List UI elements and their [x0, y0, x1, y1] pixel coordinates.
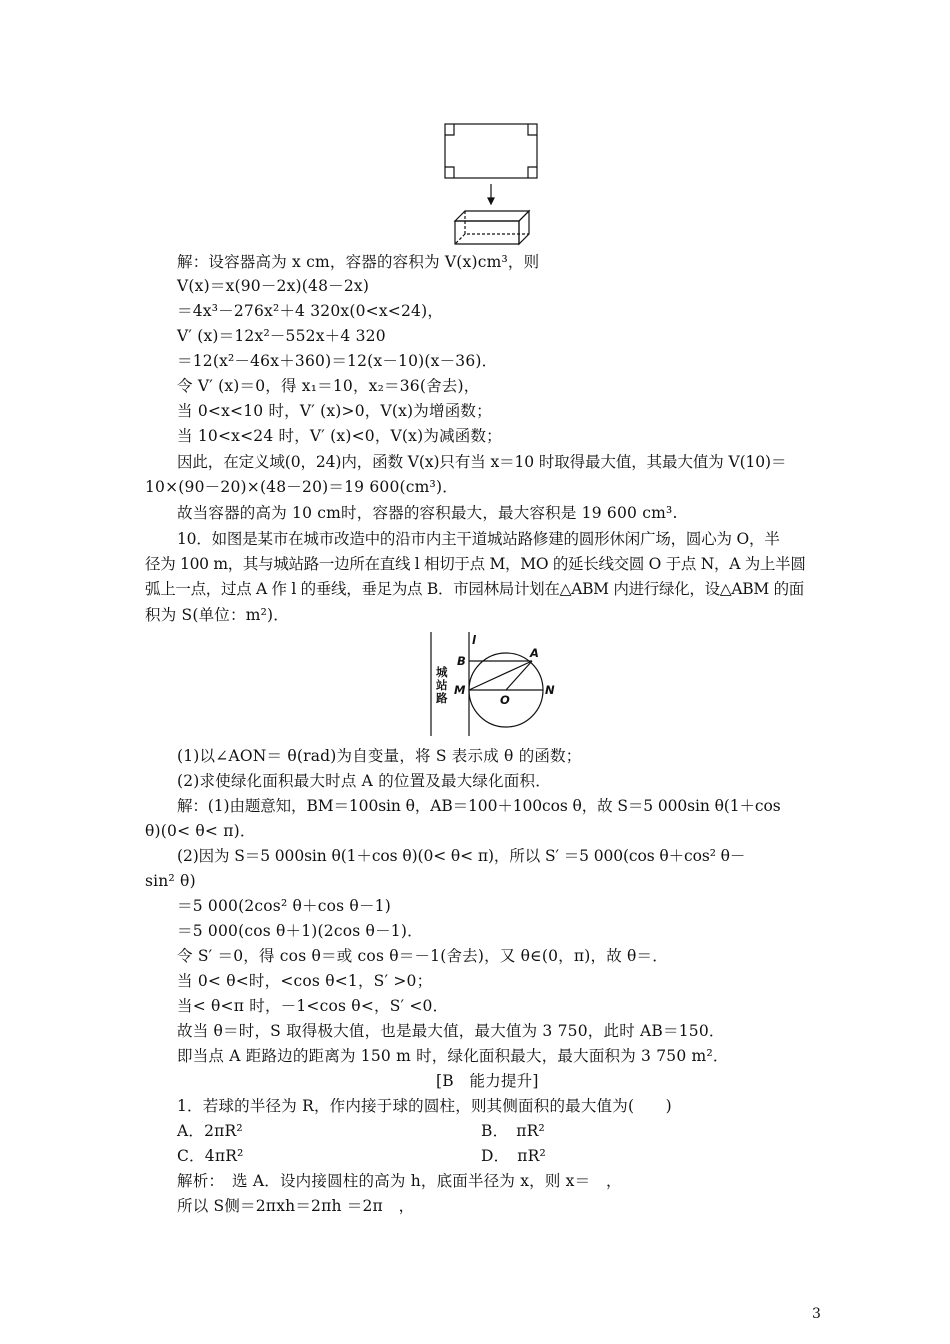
text-line-13: 径为 100 m，其与城站路一边所在直线 l 相切于点 M，MO 的延长线交圆 O 于点 N，A 为上半圆: [145, 555, 806, 573]
text-line-5: ＝12(x²－46x＋360)＝12(x－10)(x－36)．: [177, 352, 498, 370]
option-c: C．4πR²: [177, 1147, 244, 1165]
label-O: O: [500, 693, 510, 707]
page-number: 3: [812, 1306, 821, 1322]
text-line-2: V(x)＝x(90－2x)(48－2x): [177, 277, 370, 295]
text-line-3: ＝4x³－276x²＋4 320x(0<x<24)，: [177, 302, 444, 320]
text-line-19: θ)(0< θ< π)．: [145, 822, 256, 840]
text-line-14: 弧上一点，过点 A 作 l 的垂线，垂足为点 B．市园林局计划在△ABM 内进行绿化，设△ABM 的面: [145, 580, 804, 598]
text-line-7: 当 0<x<10 时，V′ (x)>0，V(x)为增函数；: [177, 402, 492, 420]
box-top-face: [455, 211, 529, 221]
label-A: A: [530, 646, 539, 660]
text-line-18: 解：(1)由题意知，BM＝100sin θ，AB＝100＋100cos θ，故 S＝5 000sin θ(1＋cos: [177, 797, 781, 815]
box-figure: [440, 118, 544, 248]
option-d: D． πR²: [481, 1147, 546, 1165]
box-side-face: [519, 211, 529, 244]
text-line-27: 故当 θ＝时，S 取得极大值，也是最大值，最大值为 3 750，此时 AB＝150．: [177, 1022, 725, 1040]
option-a: A．2πR²: [177, 1122, 243, 1140]
text-line-9: 因此，在定义域(0，24)内，函数 V(x)只有当 x＝10 时取得最大值，其最大值为 V(10)＝: [177, 453, 787, 471]
text-line-22: ＝5 000(2cos² θ＋cos θ－1): [177, 897, 391, 915]
text-line-28: 即当点 A 距路边的距离为 150 m 时，绿化面积最大，最大面积为 3 750 m²．: [177, 1047, 729, 1065]
text-line-26: 当< θ<π 时，－1<cos θ<，S′ <0．: [177, 997, 449, 1015]
road-label-1: 城: [436, 665, 448, 679]
text-line-11: 故当容器的高为 10 cm时，容器的容积最大，最大容积是 19 600 cm³.: [177, 504, 678, 522]
text-line-25: 当 0< θ<时，<cos θ<1，S′ >0；: [177, 972, 433, 990]
option-b: B． πR²: [481, 1122, 545, 1140]
text-line-16: (1)以∠AON＝ θ(rad)为自变量，将 S 表示成 θ 的函数；: [177, 747, 582, 765]
section-heading: [B 能力提升]: [436, 1072, 539, 1090]
corner-cut-bl: [445, 167, 454, 178]
label-M: M: [454, 683, 466, 697]
box-hidden-edge-2: [455, 234, 465, 244]
arrow-head: [488, 198, 494, 204]
text-line-1: 解：设容器高为 x cm，容器的容积为 V(x)cm³，则: [177, 253, 540, 271]
text-line-8: 当 10<x<24 时，V′ (x)<0，V(x)为减函数；: [177, 427, 502, 445]
sheet-outline: [445, 124, 537, 178]
corner-cut-br: [528, 167, 537, 178]
text-line-4: V′ (x)＝12x²－552x＋4 320: [177, 327, 386, 345]
label-N: N: [545, 683, 555, 697]
text-line-23: ＝5 000(cos θ＋1)(2cos θ－1)．: [177, 922, 423, 940]
road-label-3: 路: [436, 691, 448, 705]
road-label-2: 站: [436, 678, 448, 692]
label-B: B: [457, 654, 466, 668]
analysis-line-1: 解析： 选 A．设内接圆柱的高为 h，底面半径为 x，则 x＝ ，: [177, 1172, 622, 1190]
text-line-20: (2)因为 S＝5 000sin θ(1＋cos θ)(0< θ< π)，所以 S′ ＝5 000(cos θ＋cos² θ－: [177, 847, 746, 865]
segment-OA: [506, 661, 532, 690]
text-line-10: 10×(90－20)×(48－20)＝19 600(cm³)．: [145, 478, 458, 496]
corner-cut-tr: [528, 124, 537, 135]
circle-plaza-figure: [420, 630, 560, 738]
text-line-12: 10．如图是某市在城市改造中的沿市内主干道城站路修建的圆形休闲广场，圆心为 O，半: [177, 530, 780, 548]
text-line-6: 令 V′ (x)＝0，得 x₁＝10，x₂＝36(舍去)，: [177, 377, 480, 395]
text-line-17: (2)求使绿化面积最大时点 A 的位置及最大绿化面积．: [177, 772, 551, 790]
text-line-24: 令 S′ ＝0，得 cos θ＝或 cos θ＝－1(舍去)，又 θ∈(0，π)，故 θ＝．: [177, 947, 668, 965]
analysis-line-2: 所以 S侧＝2πxh＝2πh ＝2π ，: [177, 1197, 415, 1215]
corner-cut-tl: [445, 124, 454, 135]
label-l: l: [472, 633, 476, 647]
text-line-21: sin² θ): [145, 872, 196, 890]
text-line-15: 积为 S(单位：m²)．: [145, 606, 289, 624]
question-1: 1．若球的半径为 R，作内接于球的圆柱，则其侧面积的最大值为( ): [177, 1097, 672, 1115]
